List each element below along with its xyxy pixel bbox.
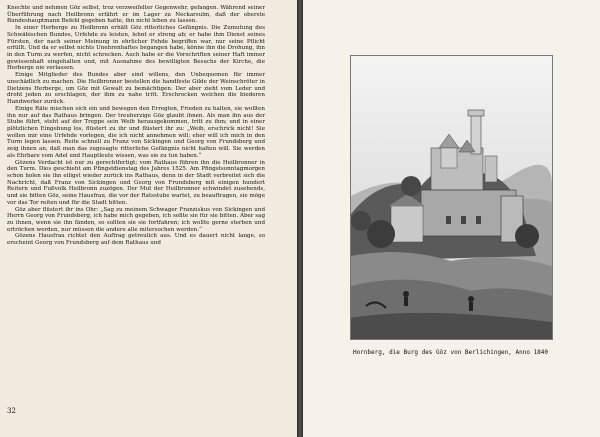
- page-number: 32: [7, 407, 16, 415]
- paragraph: Knechte und nehmen Göz selbst, troz verzweifelter Gegenwehr, gefangen. Während seiner Überführung nach Heilbronn erfährt er im Lager zu Neckarsulm, daß der oberste Bundeshauptmann Befehl gegeben hatte, ihn nicht leben zu lassen.: [7, 5, 265, 25]
- right-page: [303, 0, 600, 437]
- paragraph: Einige Mitglieder des Bundes aber sind willens, den Unbequemen für immer unschädlich zu machen. Die Heilbronner bestellen die handfeste Gilde der Weinschröter in Dietzens Herberge, um Göz mit Gewalt zu bemächtigen. Der aber zieht vom Leder und droht jeden zu erschlagen, der ihm zu nahe tritt. Erschrocken weichen die biederen Handwerker zurück.: [7, 72, 265, 106]
- paragraph: Einige Räte mischen sich ein und bewegen den Erregten, Frieden zu halten, sie wollten ihn nur auf das Rathaus bringen. Der treuherzige Göz glaubt ihnen. Als man ihn aus der Stube führt, steht auf der Treppe sein Weib herausgekommen, tritt zu ihm; und in einer plötzlichen Eingebung los, flüstert zu ihr und flüstert ihr zu: „Weib, erschrick nicht! Sie wollen mir eine Urfehde vorlegen, die ich nicht annehmen will; eher will ich mich in den Turm legen lassen. Reite schnell zu Franz von Sickingen und Georg von Frundsberg und zeig ihnen an, daß man das zugesagte ritterliche Gefängnis nicht halten will. Sie werden als Ehrbare vom Adel und Hauptleute wissen, was sie zu tun haben.“: [7, 105, 265, 159]
- paragraph: Göz aber flüstert ihr ins Ohr: „Sag zu meinem Schwager Franziskus von Sickingen und Herrn Georg von Frundsberg, ich habe mich gegeben, ich sollte sie für sie bitten. Aber sag zu ihnen, wenn sie ihn fänden, so sollten sie sie fortfahren; ich wollte gerne sterben und ertröchen werden, nur müssen die andere alle mitersochen werden.“: [7, 206, 265, 233]
- paragraph: Gözens Hausfrau richtet den Auftrag getreulich aus. Und es dauert nicht lange, so erscheint Georg von Frundsberg auf dem Rathaus und: [7, 233, 265, 247]
- castle-illustration: [350, 55, 553, 340]
- paragraph: In einer Herberge zu Heilbronn erhält Göz ritterliches Gefängnis. Die Zumutung des Schwäbischen Bundes, Urfehde zu leisten, lehnt er streng ab; er habe ihm Dienst seines Fürsten, der nach seiner Meinung in ehrlicher Fehde begriffen war, nur seine Pflicht erfüllt. Und da er selbst nichts Unehrenhaftes begangen habe, könne ihn die Drohung, ihn in den Turm zu werfen, nicht schrecken. Auch habe er die Vorschriften seiner Haft immer gewissenhaft eingehalten und, mit Ausnahme des bewilligten Besuchs der Kirche, die Herberge nie verlassen.: [7, 25, 265, 72]
- paragraph: Gözens Verdacht ist nur zu gerechtfertigt; vom Rathaus führen ihn die Heilbronner in den Turm. Dies geschieht am Pfingstdienstag des Jahres 1525. Am Pfingstsonntagmorgen schon holen sie ihn eiligst wieder zurück ins Rathaus, denn in der Stadt verbreitet sich die Nachricht, daß Franz von Sickingen und Georg von Frundsberg mit einigen hundert Reitern und Fußvolk Heilbronn zuzögen. Der Mut der Heilbronner schwindet zusehends, und sie bitten Göz, seine Hausfrau, die vor der Ratsstube wartet, zu beauftragen, sie möge vor das Tor reiten und für die Stadt bitten.: [7, 159, 265, 206]
- body-text: [7, 5, 265, 397]
- illustration-caption: Hornberg, die Burg des Göz von Berlichingen, Anno 1840: [352, 349, 549, 356]
- left-page: [0, 0, 297, 437]
